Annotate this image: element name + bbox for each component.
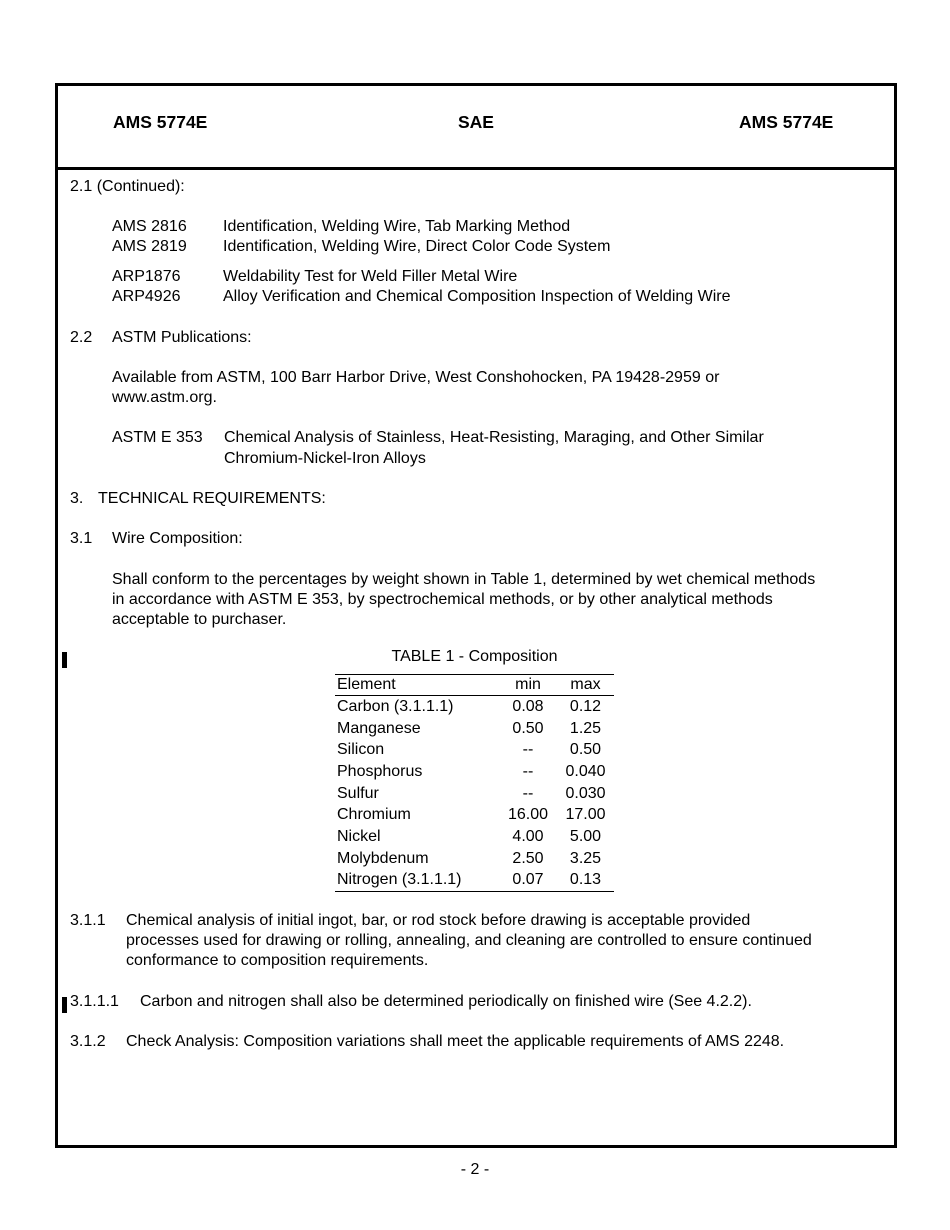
element-cell: Manganese xyxy=(337,719,421,737)
header-doc-id-right: AMS 5774E xyxy=(739,112,834,132)
astm-availability-line: Available from ASTM, 100 Barr Harbor Drive, West Conshohocken, PA 19428-2959 or xyxy=(112,369,720,386)
ref-code: ARP1876 xyxy=(112,268,181,285)
max-cell: 3.25 xyxy=(569,849,602,867)
table-header-row xyxy=(335,674,614,696)
column-header: Element xyxy=(335,674,499,696)
page-number: - 2 - xyxy=(460,1161,490,1178)
section-3-title: TECHNICAL REQUIREMENTS: xyxy=(98,490,326,507)
paragraph-line: Carbon and nitrogen shall also be determined periodically on finished wire (See 4.2.2). xyxy=(140,993,752,1010)
element-cell: Chromium xyxy=(337,806,411,824)
table-row xyxy=(335,870,614,892)
element-cell: Sulfur xyxy=(337,784,379,802)
table-row xyxy=(335,848,614,870)
table-row xyxy=(335,826,614,848)
ref-title: Weldability Test for Weld Filler Metal Wire xyxy=(223,268,518,285)
section-3-1-title: Wire Composition: xyxy=(112,530,243,547)
max-cell: 17.00 xyxy=(565,806,606,824)
element-cell: Carbon (3.1.1.1) xyxy=(337,697,454,715)
ref-title-continued: Chromium-Nickel-Iron Alloys xyxy=(224,450,426,467)
paragraph-line: Chemical analysis of initial ingot, bar, or rod stock before drawing is acceptable provided xyxy=(126,912,751,929)
ref-code: AMS 2819 xyxy=(112,238,187,255)
section-2-2-number: 2.2 xyxy=(70,329,93,346)
max-cell: 5.00 xyxy=(569,827,602,845)
section-2-1-label: 2.1 (Continued): xyxy=(70,178,185,195)
min-cell: 4.00 xyxy=(512,827,544,845)
max-cell: 0.50 xyxy=(569,741,602,759)
max-cell: 0.040 xyxy=(565,762,606,780)
ref-title: Identification, Welding Wire, Tab Marking Method xyxy=(223,218,571,235)
paragraph-line: processes used for drawing or rolling, annealing, and cleaning are controlled to ensure continued xyxy=(126,932,812,949)
document-header xyxy=(58,86,894,170)
paragraph-line: acceptable to purchaser. xyxy=(112,611,287,628)
min-cell: -- xyxy=(522,784,534,802)
max-cell: 1.25 xyxy=(569,719,602,737)
table-row xyxy=(335,761,614,783)
element-cell: Nickel xyxy=(337,827,381,845)
ref-code: AMS 2816 xyxy=(112,218,187,235)
element-cell: Phosphorus xyxy=(337,762,423,780)
section-2-2-title: ASTM Publications: xyxy=(112,329,252,346)
paragraph-line: Check Analysis: Composition variations shall meet the applicable requirements of AMS 2248. xyxy=(126,1033,785,1050)
min-cell: 0.08 xyxy=(512,697,544,715)
astm-website: www.astm.org. xyxy=(112,389,217,406)
table-caption: TABLE 1 - Composition xyxy=(391,648,558,665)
max-cell: 0.12 xyxy=(569,697,602,715)
section-3-1-1-1-number: 3.1.1.1 xyxy=(70,993,119,1010)
table-row xyxy=(335,696,614,718)
min-cell: -- xyxy=(522,762,534,780)
change-bar xyxy=(62,997,67,1013)
min-cell: 16.00 xyxy=(507,806,549,824)
min-cell: -- xyxy=(522,741,534,759)
section-3-1-1-number: 3.1.1 xyxy=(70,912,106,929)
element-cell: Nitrogen (3.1.1.1) xyxy=(335,870,499,892)
ref-code: ARP4926 xyxy=(112,288,181,305)
ref-code: ASTM E 353 xyxy=(112,429,203,446)
ref-title: Chemical Analysis of Stainless, Heat-Resisting, Maraging, and Other Similar xyxy=(224,429,764,446)
paragraph-line: conformance to composition requirements. xyxy=(126,952,429,969)
table-row xyxy=(335,804,614,826)
section-3-number: 3. xyxy=(70,490,84,507)
ref-title: Identification, Welding Wire, Direct Color Code System xyxy=(223,238,611,255)
paragraph-line: in accordance with ASTM E 353, by spectrochemical methods, or by other analytical methods xyxy=(112,591,773,608)
max-cell: 0.13 xyxy=(557,870,614,892)
min-cell: 2.50 xyxy=(512,849,544,867)
column-header: min xyxy=(499,674,557,696)
composition-table xyxy=(335,674,614,892)
ref-title: Alloy Verification and Chemical Composition Inspection of Welding Wire xyxy=(223,288,731,305)
change-bar xyxy=(62,652,67,668)
table-row xyxy=(335,718,614,740)
section-3-1-number: 3.1 xyxy=(70,530,93,547)
section-3-1-2-number: 3.1.2 xyxy=(70,1033,106,1050)
min-cell: 0.07 xyxy=(499,870,557,892)
element-cell: Silicon xyxy=(337,741,385,759)
column-header: max xyxy=(557,674,614,696)
paragraph-line: Shall conform to the percentages by weight shown in Table 1, determined by wet chemical methods xyxy=(112,571,816,588)
header-doc-id-left: AMS 5774E xyxy=(113,112,208,132)
element-cell: Molybdenum xyxy=(337,849,429,867)
max-cell: 0.030 xyxy=(565,784,606,802)
header-sae: SAE xyxy=(458,112,494,132)
table-row xyxy=(335,783,614,805)
min-cell: 0.50 xyxy=(512,719,544,737)
table-row xyxy=(335,739,614,761)
